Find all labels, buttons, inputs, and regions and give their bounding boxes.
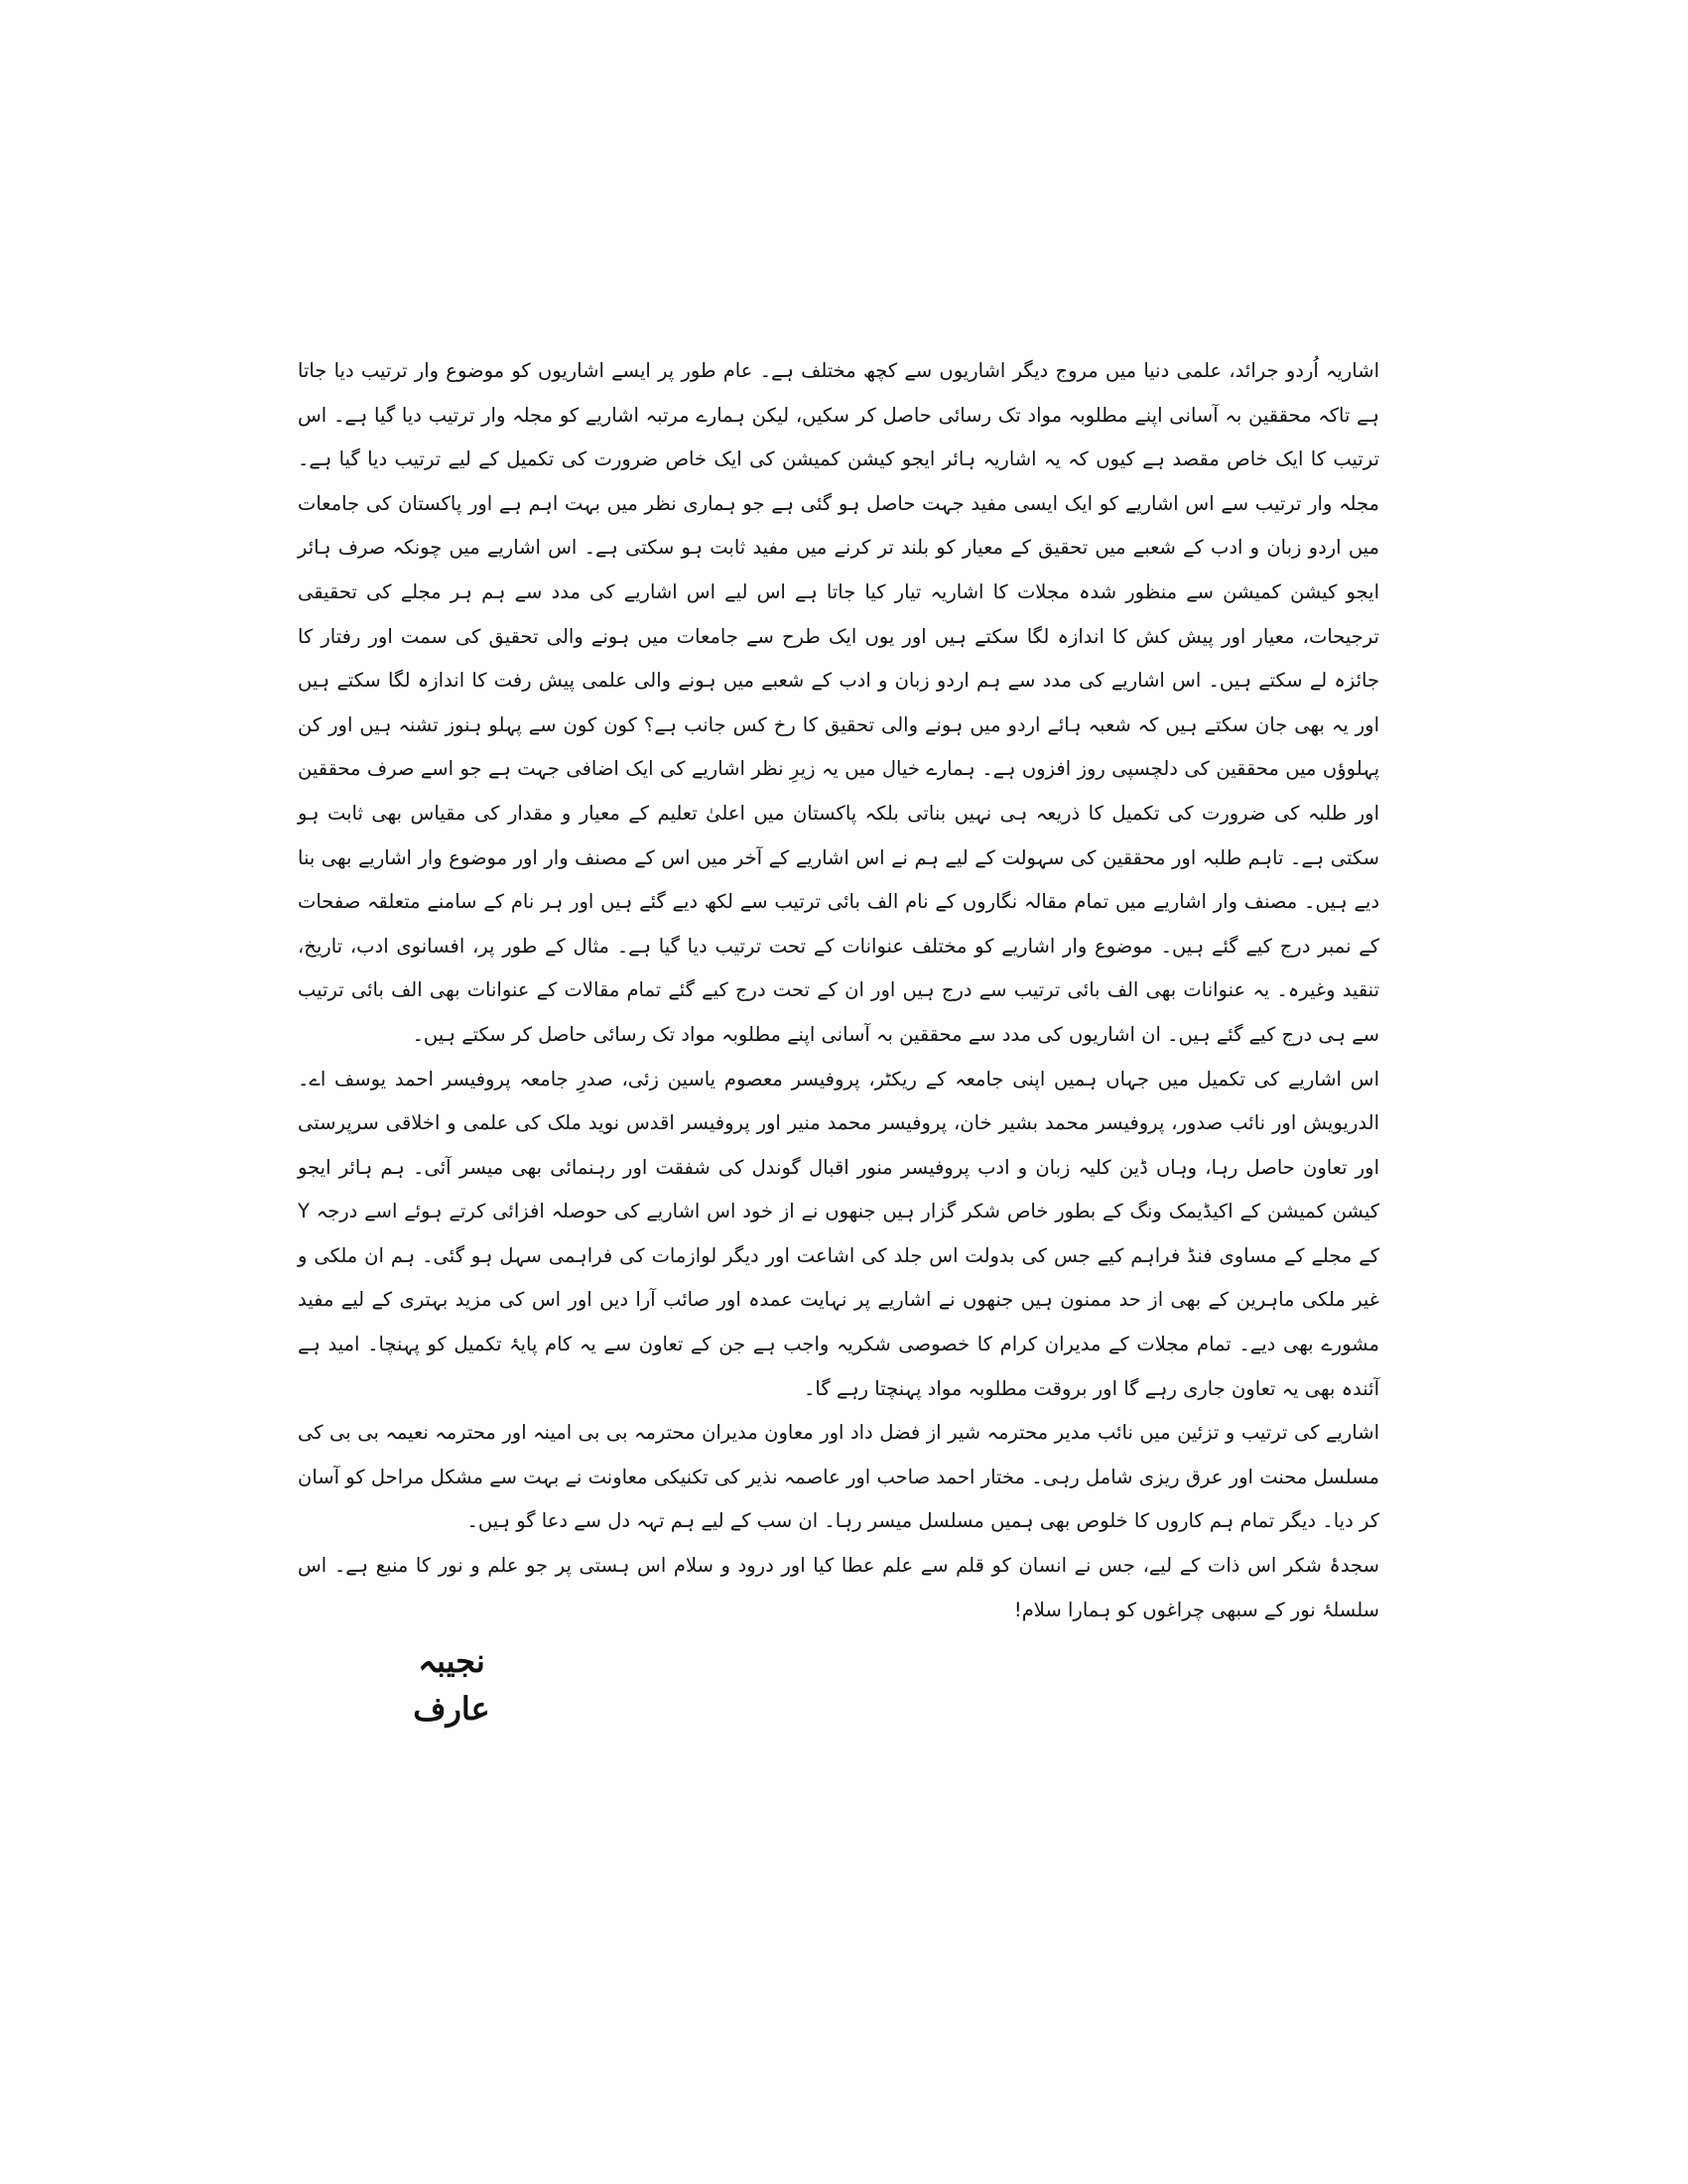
paragraph-acknowledgements: اس اشاریے کی تکمیل میں جہاں ہمیں اپنی جامعہ کے ریکٹر، پروفیسر معصوم یاسین زئی، صدرِ جامعہ پروفیسر احمد یوسف اے۔ الدریویش اور نائب صدور، پروفیسر محمد بشیر خان، پروفیسر محمد منیر اور پروفیسر اقدس نوید ملک کی علمی و اخلاقی سرپرستی اور تعاون حاصل رہا، وہاں ڈین کلیہ زبان و ادب پروفیسر منور اقبال گوندل کی شفقت اور رہنمائی بھی میسر آئی۔ ہم ہائر ایجو کیشن کمیشن کے اکیڈیمک ونگ کے بطور خاص شکر گزار ہیں جنھوں نے از خود اس اشاریے کی حوصلہ افزائی کرتے ہوئے اسے درجہ Y کے مجلے کے مساوی فنڈ فراہم کیے جس کی بدولت اس جلد کی اشاعت اور دیگر لوازمات کی فراہمی سہل ہو گئی۔ ہم ان ملکی و غیر ملکی ماہرین کے بھی از حد ممنون ہیں جنھوں نے اشاریے پر نہایت عمدہ اور صائب آرا دیں اور اس کی مزید بہتری کے لیے مفید مشورے بھی دیے۔ تمام مجلات کے مدیران کرام کا خصوصی شکریہ واجب ہے جن کے تعاون سے یہ کام پایۂ تکمیل کو پہنچا۔ امید ہے آئندہ بھی یہ تعاون جاری رہے گا اور بروقت مطلوبہ مواد پہنچتا رہے گا۔: [298, 1067, 1379, 1400]
paragraph-gratitude: سجدۂ شکر اس ذات کے لیے، جس نے انسان کو قلم سے علم عطا کیا اور درود و سلام اس ہستی پر جو علم و نور کا منبع ہے۔ اس سلسلۂ نور کے سبھی چراغوں کو ہمارا سلام!: [298, 1554, 1379, 1621]
paragraph-editorial-team: اشاریے کی ترتیب و تزئین میں نائب مدیر محترمہ شیر از فضل داد اور معاون مدیران محترمہ بی بی امینہ اور محترمہ نعیمہ بی بی کی مسلسل محنت اور عرق ریزی شامل رہی۔ مختار احمد صاحب اور عاصمہ نذیر کی تکنیکی معاونت نے بہت سے مشکل مراحل کو آسان کر دیا۔ دیگر تمام ہم کاروں کا خلوص بھی ہمیں مسلسل میسر رہا۔ ان سب کے لیے ہم تہہ دل سے دعا گو ہیں۔: [298, 1421, 1379, 1533]
body-text: [298, 349, 1379, 1632]
paragraph-index-intro: اشاریہ اُردو جرائد، علمی دنیا میں مروج دیگر اشاریوں سے کچھ مختلف ہے۔ عام طور پر ایسے اشاریوں کو موضوع وار ترتیب دیا جاتا ہے تاکہ محققین بہ آسانی اپنے مطلوبہ مواد تک رسائی حاصل کر سکیں، لیکن ہمارے مرتبہ اشاریے کو مجلہ وار ترتیب دیا گیا ہے۔ اس ترتیب کا ایک خاص مقصد ہے کیوں کہ یہ اشاریہ ہائر ایجو کیشن کمیشن کی ایک خاص ضرورت کی تکمیل کے لیے ترتیب دیا گیا ہے۔ مجلہ وار ترتیب سے اس اشاریے کو ایک ایسی مفید جہت حاصل ہو گئی ہے جو ہماری نظر میں بہت اہم ہے اور پاکستان کی جامعات میں اردو زبان و ادب کے شعبے میں تحقیق کے معیار کو بلند تر کرنے میں مفید ثابت ہو سکتی ہے۔ اس اشاریے میں چونکہ صرف ہائر ایجو کیشن کمیشن سے منظور شدہ مجلات کا اشاریہ تیار کیا جاتا ہے اس لیے اس اشاریے کی مدد سے ہم ہر مجلے کی تحقیقی ترجیحات، معیار اور پیش کش کا اندازہ لگا سکتے ہیں اور یوں ایک طرح سے جامعات میں ہونے والی تحقیق کی سمت اور رفتار کا جائزہ لے سکتے ہیں۔ اس اشاریے کی مدد سے ہم اردو زبان و ادب کے شعبے میں ہونے والی علمی پیش رفت کا اندازہ لگا سکتے ہیں اور یہ بھی جان سکتے ہیں کہ شعبہ ہائے اردو میں ہونے والی تحقیق کا رخ کس جانب ہے؟ کون کون سے پہلو ہنوز تشنہ ہیں اور کن پہلوؤں میں محققین کی دلچسپی روز افزوں ہے۔ ہمارے خیال میں یہ زیرِ نظر اشاریے کی ایک اضافی جہت ہے جو اسے صرف محققین اور طلبہ کی ضرورت کی تکمیل کا ذریعہ ہی نہیں بناتی بلکہ پاکستان میں اعلیٰ تعلیم کے معیار و مقدار کی مقیاس بھی ثابت ہو سکتی ہے۔ تاہم طلبہ اور محققین کی سہولت کے لیے ہم نے اس اشاریے کے آخر میں اس کے مصنف وار اور موضوع وار اشاریے بھی بنا دیے ہیں۔ مصنف وار اشاریے میں تمام مقالہ نگاروں کے نام الف بائی ترتیب سے لکھ دیے گئے ہیں اور ہر نام کے سامنے متعلقہ صفحات کے نمبر درج کیے گئے ہیں۔ موضوع وار اشاریے کو مختلف عنوانات کے تحت ترتیب دیا گیا ہے۔ مثال کے طور پر، افسانوی ادب، تاریخ، تنقید وغیرہ۔ یہ عنوانات بھی الف بائی ترتیب سے درج ہیں اور ان کے تحت درج کیے گئے تمام مقالات کے عنوانات بھی الف بائی ترتیب سے ہی درج کیے گئے ہیں۔ ان اشاریوں کی مدد سے محققین بہ آسانی اپنے مطلوبہ مواد تک رسائی حاصل کر سکتے ہیں۔: [298, 359, 1379, 1046]
signature: نجیبہ عارف: [413, 1642, 490, 1728]
